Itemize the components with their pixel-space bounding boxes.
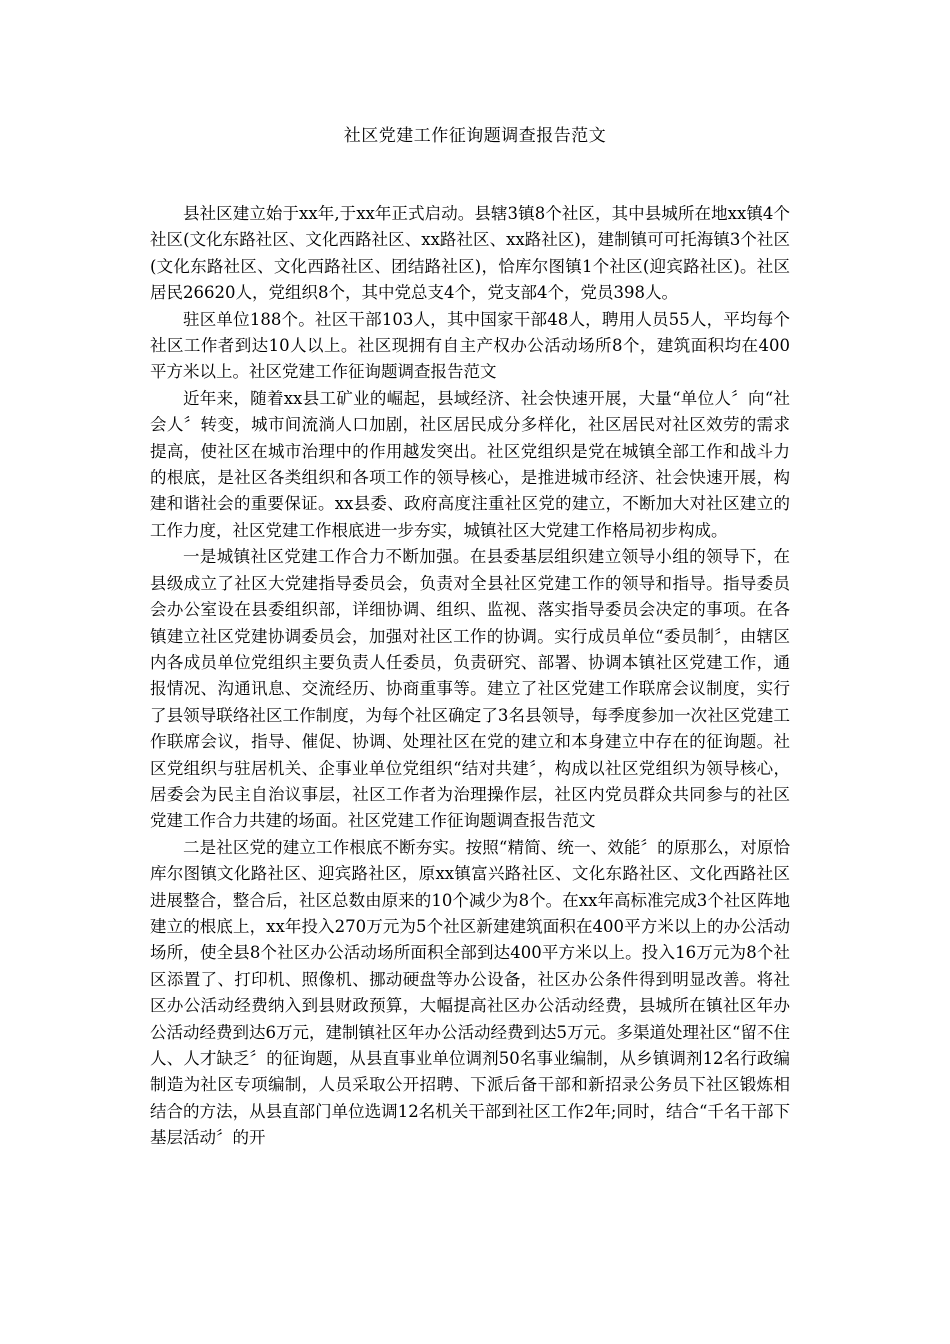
paragraph-recent-development: 近年来，随着xx县工矿业的崛起，县域经济、社会快速开展，大量“单位人〞向“社会人〞转变，城市间流淌人口加剧，社区居民成分多样化，社区居民对社区效劳的需求提高，使社区在城市治理中的作用越发突出。社区党组织是党在城镇全部工作和战斗力的根底，是社区各类组织和各项工作的领导核心，是推进城市经济、社会快速开展，构建和谐社会的重要保证。xx县委、政府高度注重社区党的建立，不断加大对社区建立的工作力度，社区党建工作根底进一步夯实，城镇社区大党建工作格局初步构成。	[150, 388, 790, 540]
paragraph-point-two: 二是社区党的建立工作根底不断夯实。按照“精简、统一、效能〞的原那么，对原恰库尔图镇文化路社区、迎宾路社区，原xx镇富兴路社区、文化东路社区、文化西路社区进展整合，整合后，社区总数由原来的10个减少为8个。在xx年高标准完成3个社区阵地建立的根底上，xx年投入270万元为5个社区新建建筑面积在400平方米以上的办公活动场所，使全县8个社区办公活动场所面积全部到达400平方米以上。投入16万元为8个社区添置了、打印机、照像机、挪动硬盘等办公设备，社区办公条件得到明显改善。将社区办公活动经费纳入到县财政预算，大幅提高社区办公活动经费，县城所在镇社区年办公活动经费到达6万元，建制镇社区年办公活动经费到达5万元。多渠道处理社区“留不住人、人才缺乏〞的征询题，从县直事业单位调剂50名事业编制，从乡镇调剂12名行政编制造为社区专项编制，人员采取公开招聘、下派后备干部和新招录公务员下社区锻炼相结合的方法，从县直部门单位选调12名机关干部到社区工作2年;同时，结合“千名干部下基层活动〞的开	[150, 837, 790, 1148]
document-body	[150, 201, 790, 1152]
paragraph-point-one: 一是城镇社区党建工作合力不断加强。在县委基层组织建立领导小组的领导下，在县级成立了社区大党建指导委员会，负责对全县社区党建工作的领导和指导。指导委员会办公室设在县委组织部，详细协调、组织、监视、落实指导委员会决定的事项。在各镇建立社区党建协调委员会，加强对社区工作的协调。实行成员单位“委员制〞，由辖区内各成员单位党组织主要负责人任委员，负责研究、部署、协调本镇社区党建工作，通报情况、沟通讯息、交流经历、协商重事等。建立了社区党建工作联席会议制度，实行了县领导联络社区工作制度，为每个社区确定了3名县领导，每季度参加一次社区党建工作联席会议，指导、催促、协调、处理社区在党的建立和本身建立中存在的征询题。社区党组织与驻居机关、企事业单位党组织“结对共建〞，构成以社区党组织为领导核心，居委会为民主自治议事层，社区工作者为治理操作层，社区内党员群众共同参与的社区党建工作合力共建的场面。社区党建工作征询题调查报告范文	[150, 547, 790, 831]
paragraph-resident-units: 驻区单位188个。社区干部103人，其中国家干部48人，聘用人员55人，平均每个社区工作者到达10人以上。社区现拥有自主产权办公活动场所8个，建筑面积均在400平方米以上。社区党建工作征询题调查报告范文	[150, 309, 790, 382]
document-title: 社区党建工作征询题调查报告范文	[343, 126, 607, 146]
paragraph-community-overview: 县社区建立始于xx年,于xx年正式启动。县辖3镇8个社区，其中县城所在地xx镇4个社区(文化东路社区、文化西路社区、xx路社区、xx路社区)，建制镇可可托海镇3个社区(文化东路社区、文化西路社区、团结路社区)，恰库尔图镇1个社区(迎宾路社区)。社区居民26620人，党组织8个，其中党总支4个，党支部4个，党员398人。	[150, 204, 790, 303]
